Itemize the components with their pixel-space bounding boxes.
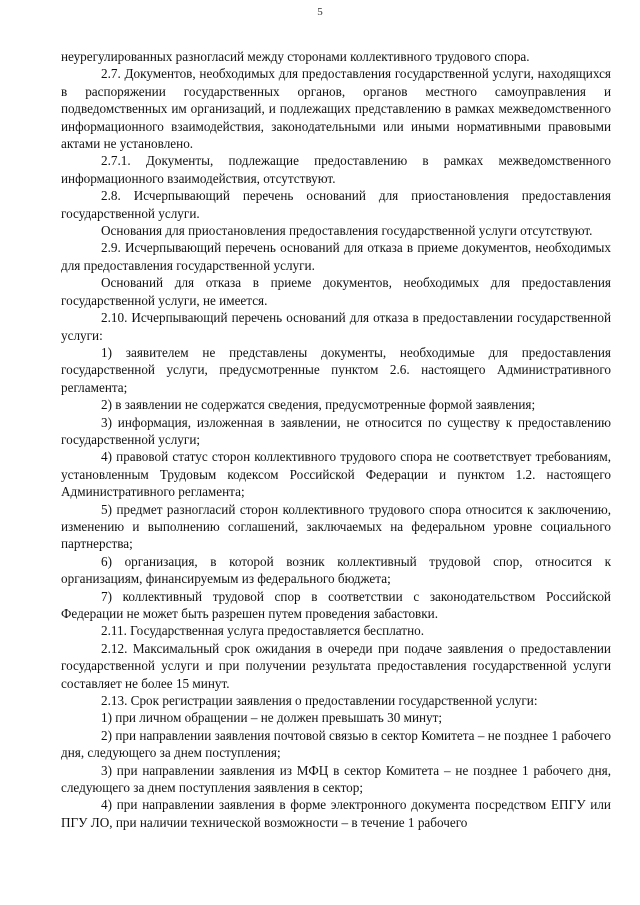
paragraph: 2.12. Максимальный срок ожидания в очереди при подаче заявления о предоставлении государственной услуги и при получении результата предоставления государственной услуги составляет не более 15 минут. [61,640,611,691]
paragraph: Основания для приостановления предоставления государственной услуги отсутствуют. [101,223,593,239]
list-item: 5) предмет разногласий сторон коллективного трудового спора относится к заключению, изменению и выполнению соглашений, заключаемых на федеральном уровне социального партнерства; [61,501,611,552]
list-item: 4) при направлении заявления в форме электронного документа посредством ЕПГУ или ПГУ ЛО, при наличии технической возможности – в течение 1 рабочего [61,797,611,830]
list-item: 3) при направлении заявления из МФЦ в сектор Комитета – не позднее 1 рабочего дня, следующего за днем поступления заявления в сектор; [61,762,611,796]
paragraph: 2.13. Срок регистрации заявления о предоставлении государственной услуги: [101,693,538,709]
list-item: 1) при личном обращении – не должен превышать 30 минут; [101,710,443,726]
paragraph: Оснований для отказа в приеме документов, необходимых для предоставления государственной услуги, не имеется. [61,275,611,308]
paragraph: 2.7. Документов, необходимых для предоставления государственной услуги, находящихся в распоряжении государственных органов, органов местного самоуправления и подведомственных им организаций, и подлежащих представлению в рамках межведомственного информационного взаимодействия, законодательными или иными нормативными правовыми актами не установлено. [61,66,611,152]
paragraph: 2.11. Государственная услуга предоставляется бесплатно. [101,623,425,639]
list-item: 1) заявителем не представлены документы, необходимые для предоставления государственной услуги, предусмотренные пунктом 2.6. настоящего Административного регламента; [61,344,611,395]
paragraph: неурегулированных разногласий между сторонами коллективного трудового спора. [61,49,530,64]
list-item: 4) правовой статус сторон коллективного трудового спора не соответствует требованиям, установленным Трудовым кодексом Российской Федерации и пунктом 1.2. настоящего Административного регламента; [61,449,611,500]
list-item: 2) в заявлении не содержатся сведения, предусмотренные формой заявления; [101,397,536,413]
list-item: 2) при направлении заявления почтовой связью в сектор Комитета – не позднее 1 рабочего дня, следующего за днем поступления; [61,727,611,761]
paragraph: 2.8. Исчерпывающий перечень оснований для приостановления предоставления государственной услуги. [61,188,611,221]
paragraph: 2.7.1. Документы, подлежащие предоставлению в рамках межведомственного информационного взаимодействия, отсутствуют. [61,153,611,186]
list-item: 7) коллективный трудовой спор в соответствии с законодательством Российской Федерации не может быть разрешен путем проведения забастовки. [61,588,611,621]
document-body [61,48,611,831]
paragraph: 2.9. Исчерпывающий перечень оснований для отказа в приеме документов, необходимых для предоставления государственной услуги. [61,240,611,273]
list-item: 3) информация, изложенная в заявлении, не относится по существу к предоставлению государственной услуги; [61,414,611,447]
paragraph: 2.10. Исчерпывающий перечень оснований для отказа в предоставлении государственной услуги: [61,310,611,343]
page-number: 5 [317,6,323,18]
list-item: 6) организация, в которой возник коллективный трудовой спор, относится к организациям, финансируемым из федерального бюджета; [61,553,611,587]
